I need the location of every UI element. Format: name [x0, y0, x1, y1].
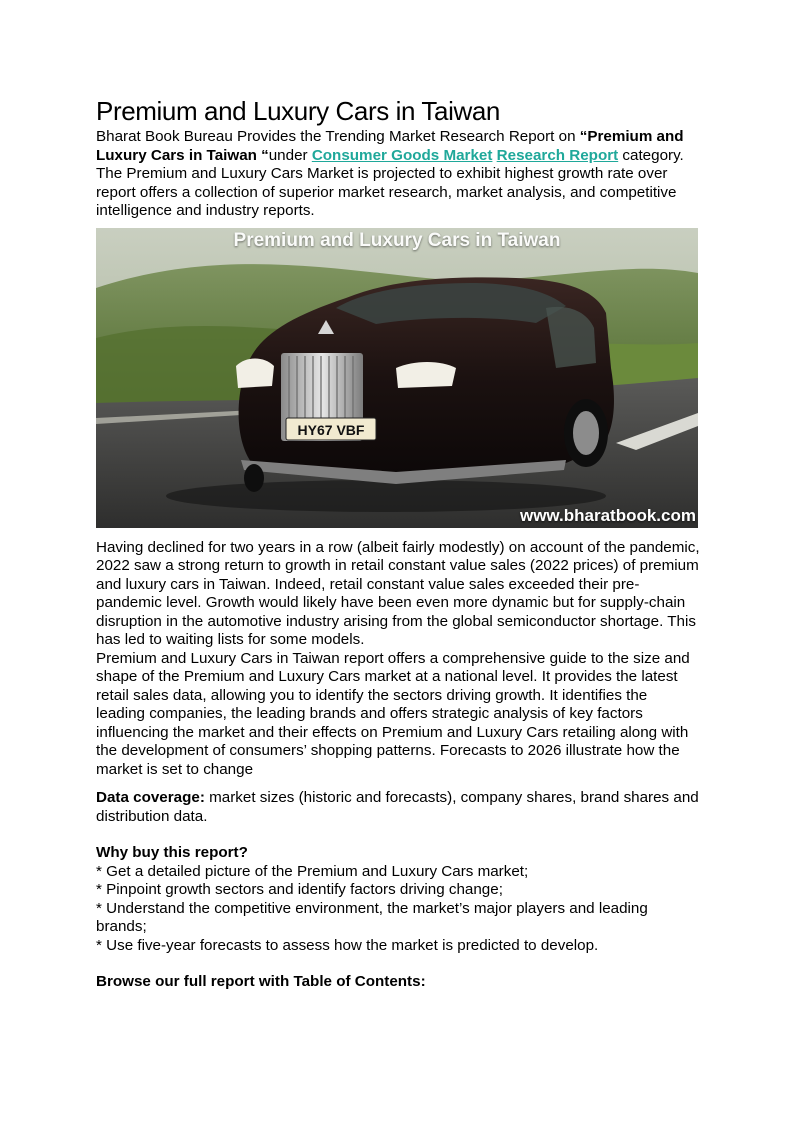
why-buy-heading-text: Why buy this report? — [96, 844, 248, 861]
hero-banner-title: Premium and Luxury Cars in Taiwan — [233, 229, 561, 251]
data-coverage-text: market sizes (historic and forecasts), company shares, brand shares and distribution data. — [96, 789, 699, 825]
list-item: * Pinpoint growth sectors and identify factors driving change; — [96, 881, 503, 898]
list-item: * Get a detailed picture of the Premium and Luxury Cars market; — [96, 862, 529, 880]
list-item: * Use five-year forecasts to assess how the market is predicted to develop. — [96, 936, 599, 954]
body-paragraph-2: Premium and Luxury Cars in Taiwan report offers a comprehensive guide to the size and shape of the Premium and Luxury Cars market at a national level. It provides the latest retail sales data, allowing you to identify the sectors driving growth. It identifies the leading companies, the leading brands and offers strategic analysis of key factors influencing the market and their effects on Premium and Luxury Cars retailing along with the development of consumers’ shopping patterns. Forecasts to 2026 illustrate how the market is set to change — [96, 649, 690, 778]
browse-heading-text: Browse our full report with Table of Contents: — [96, 973, 426, 990]
consumer-goods-link[interactable]: Consumer Goods Market — [311, 146, 493, 164]
hero-watermark: www.bharatbook.com — [519, 505, 696, 525]
document-body — [96, 96, 700, 992]
page-title: Premium and Luxury Cars in Taiwan — [96, 96, 500, 126]
intro-text-3: category. The Premium and Luxury Cars Market is projected to exhibit highest growth rate over report offers a collection of superior market research, market analysis, and competitive intelligence and industry reports. — [96, 146, 684, 219]
research-report-link[interactable]: Research Report — [496, 146, 619, 164]
intro-text-2: under — [268, 146, 312, 164]
hero-car-image — [96, 228, 698, 528]
data-coverage-label: Data coverage: — [96, 789, 205, 806]
body-paragraph-1: Having declined for two years in a row (albeit fairly modestly) on account of the pandemic, 2022 saw a strong return to growth in retail constant value sales (2022 prices) of premium and luxury cars in Taiwan. Indeed, retail constant value sales exceeded their pre-pandemic level. Growth would likely have been even more dynamic but for supply-chain disruption in the automotive industry arising from the global semiconductor shortage. This has led to waiting lists for some models. — [96, 538, 700, 648]
why-buy-heading — [96, 844, 700, 863]
data-coverage-paragraph — [96, 789, 700, 826]
browse-heading — [96, 973, 700, 992]
list-item: * Understand the competitive environment, the market’s major players and leading brands; — [96, 899, 648, 935]
intro-paragraph — [96, 128, 700, 221]
car-illustration — [96, 228, 698, 528]
intro-bold-title: “Premium and Luxury Cars in Taiwan “ — [96, 128, 684, 164]
license-plate: HY67 VBF — [297, 421, 365, 438]
intro-text-1: Bharat Book Bureau Provides the Trending Market Research Report on — [96, 128, 580, 145]
